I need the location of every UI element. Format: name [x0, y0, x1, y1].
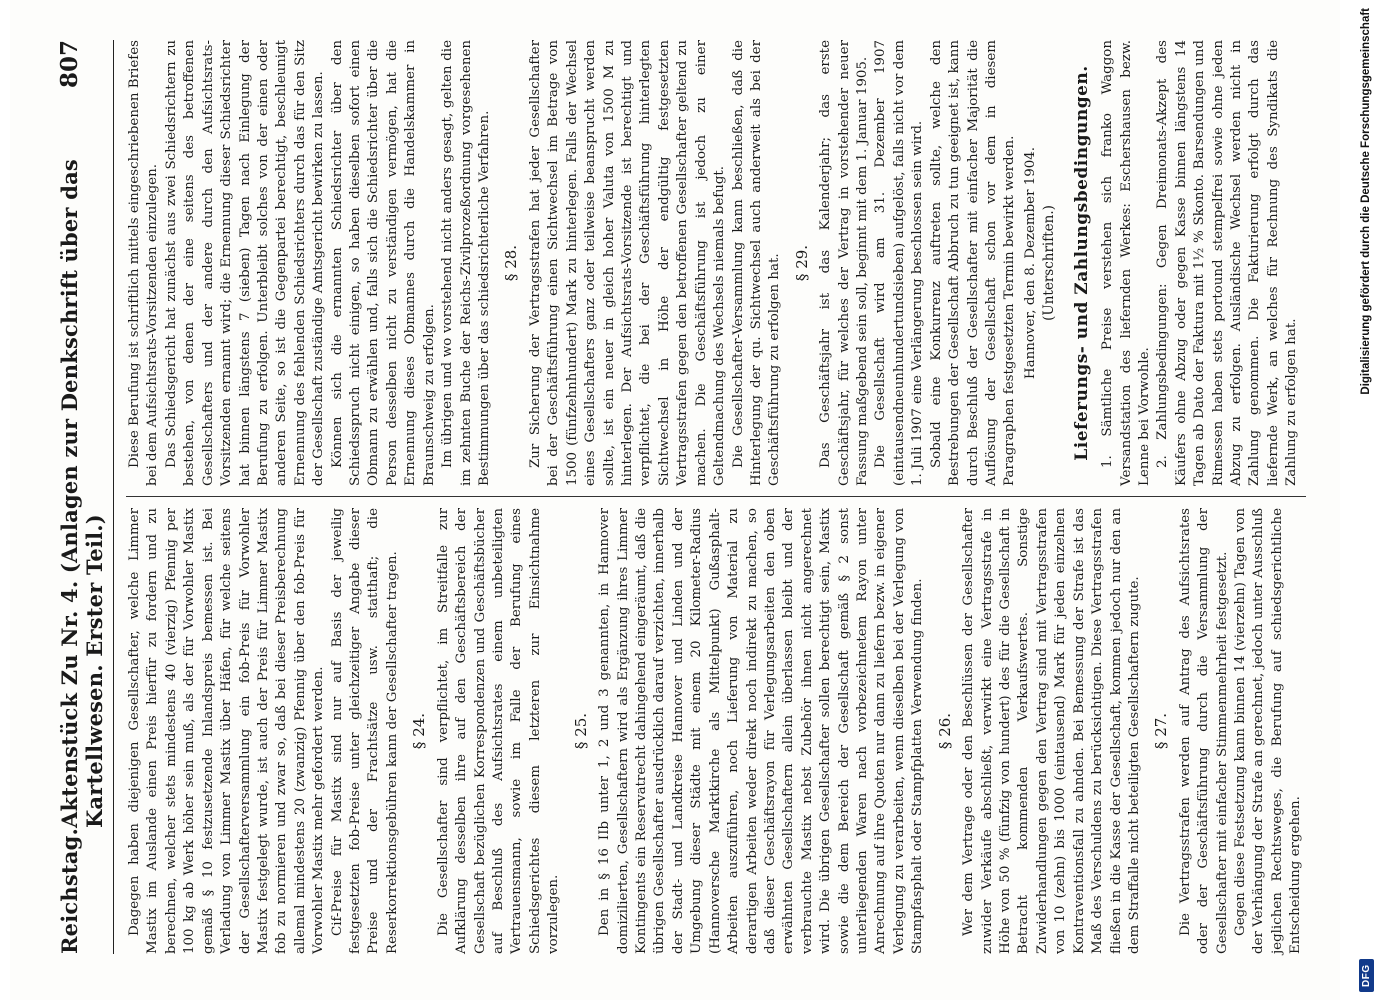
paragraph: Gegen diese Festsetzung kann binnen 14 (vierzehn) Tagen von der Verhängung der Strafe an gerechnet, jedoch unter Ausschluß jeglichen Rechtsweges, die Berufung auf schiedsgerichtliche Entscheidung ergehen. [1233, 508, 1304, 954]
section-number: § 26. [935, 712, 954, 750]
paragraph: Diese Berufung ist schriftlich mittels eingeschriebenen Briefes bei dem Aufsichtsrats-Vorsitzenden einzulegen. [127, 40, 161, 486]
paragraph: 1. Sämtliche Preise verstehen sich franko Waggon Versandstation des liefernden Werkes: Eschershausen bezw. Lenne bei Vorwohle. [1100, 40, 1152, 486]
digitization-sidebar [1355, 8, 1377, 992]
paragraph: Die Vertragsstrafen werden auf Antrag des Aufsichtsrates oder der Geschäftsführung durch die Versammlung der Gesellschafter mit einfacher Stimmenmehrheit festgesetzt. [1177, 508, 1230, 954]
left-column [126, 508, 1306, 954]
paragraph: Das Schiedsgericht hat zunächst aus zwei Schiedsrichtern zu bestehen, von denen der eine seitens des betroffenen Gesellschafters und der andere durch den Aufsichtsrats-Vorsitzenden ernannt wird; die Ernennung dieser Schiedsrichter hat binnen längstens 7 (sieben) Tagen nach Einlegung der Berufung zu erfolgen. Unterbleibt solches von der einen oder anderen Seite, so ist die Gegenpartei berechtigt, beschleunigt Ernennung des fehlenden Schiedsrichters durch das für den Sitz der Gesellschaft zuständige Amtsgericht bewirken zu lassen. [163, 40, 327, 486]
section-number: § 28. [502, 244, 521, 282]
section-heading: Lieferungs- und Zahlungsbedingungen. [1071, 65, 1092, 461]
paragraph: Die Gesellschafter sind verpflichtet, im Streitfalle zur Aufklärung desselben ihre auf den Geschäftsbereich der Gesellschaft bezüglichen Korrespondenzen und Geschäftsbücher auf Beschluß des Aufsichtsrates einem unbeteiligten Vertrauensmann, sowie im Falle der Berufung eines Schiedsgerichtes diesem letzteren zur Einsichtnahme vorzulegen. [435, 508, 562, 954]
paragraph: Das Geschäftsjahr ist das Kalenderjahr; das erste Geschäftsjahr, für welches der Vertrag in vorstehender neuer Fassung maßgebend sein soll, beginnt mit dem 1. Januar 1905. [818, 40, 871, 486]
paragraph: Cif-Preise für Mastix sind nur auf Basis der jeweilig festgesetzten fob-Preise unter gleichzeitiger Angabe dieser Preise und der Frachtsätze usw. statthaft; die Reserkorrektionsgebühren kann der Gesellschafter tragen. [329, 508, 400, 954]
paragraph: Können sich die ernannten Schiedsrichter über den Schiedsspruch nicht einigen, so haben dieselben sofort einen Obmann zu erwählen und, falls sich die Schiedsrichter über die Person desselben nicht zu verständigen vermögen, hat die Ernennung dieses Obmannes durch die Handelskammer in Braunschweig zu erfolgen. [329, 40, 437, 486]
paragraph: Dagegen haben diejenigen Gesellschafter, welche Limmer Mastix im Auslande einen Preis hierfür zu fordern und zu berechnen, welcher stets mindestens 40 (vierzig) Pfennig per 100 kg ab Werk höher sein muß, als der für Vorwohler Mastix gemäß § 10 festzusetzende Inlandspreis bemessen ist. Bei Verladung von Limmer Mastix über Häfen, für welche seitens der Gesellschafterversammlung ein fob-Preis für Vorwohler Mastix festgelegt wurde, ist auch der Preis für Limmer Mastix fob zu normieren und zwar so, daß bei dieser Preisberechnung allemal mindestens 20 (zwanzig) Pfennig über den fob-Preis für Vorwohler Mastix mehr gefordert werden. [127, 508, 327, 954]
paragraph: Sobald eine Konkurrenz auftreten sollte, welche den Bestrebungen der Gesellschaft Abbruch zu tun geeignet ist, kann durch Beschluß der Gesellschafter mit einfacher Majorität die Auflösung der Gesellschaft schon vor dem in diesem Paragraphen festgesetzten Termin bewirkt werden. [928, 40, 1018, 486]
page-number: 807 [56, 40, 83, 89]
paragraph: Die Gesellschafter-Versammlung kann beschließen, daß die Hinterlegung der qu. Sichtwechsel auch anderweit als bei der Geschäftsführung zu erfolgen hat. [730, 40, 783, 486]
document-page [10, 0, 1340, 1000]
header-left: Reichstag. [57, 828, 82, 954]
page-header [56, 40, 114, 954]
section-number: § 29. [792, 244, 811, 282]
text-columns [126, 40, 1306, 954]
paragraph: Wer dem Vertrage oder den Beschlüssen der Gesellschafter zuwider Verkäufe abschließt, verwirkt eine Vertragsstrafe in Höhe von 50 % (fünfzig von hundert) des für die Gesellschaft in Betracht kommenden Verkaufswertes. Sonstige Zuwiderhandlungen gegen den Vertrag sind mit Vertragsstrafen von 10 (zehn) bis 1000 (eintausend) Mark für jeden einzelnen Kontraventionsfall zu ahnden. Bei Bemessung der Strafe ist das Maß des Verschuldens zu berücksichtigen. Diese Vertragsstrafen fließen in die Kasse der Gesellschaft, kommen jedoch nur den an dem Straffalle nicht beteiligten Gesellschaftern zugute. [961, 508, 1142, 954]
paragraph: Den in § 16 IIb unter 1, 2 und 3 genannten, in Hannover domizilierten, Gesellschaftern wird als Ergänzung ihres Limmer Kontingents ein Reservatrecht dahingehend eingeräumt, daß die übrigen Gesellschafter ausdrücklich darauf verzichten, innerhalb der Stadt- und Landkreise Hannover und Linden und der Umgebung dieser Städte mit einem 20 Kilometer-Radius (Hannoversche Marktkirche als Mittelpunkt) Gußasphalt-Arbeiten auszuführen, noch Lieferung von Material zu derartigen Arbeiten weder direkt noch indirekt zu machen, so daß dieser Geschäftsrayon für Verlegungsarbeiten den oben erwähnten Gesellschaftern allein überlassen bleibt und der verbrauchte Mastix nebst Zubehör ihnen nicht angerechnet wird. Die übrigen Gesellschafter sollen berechtigt sein, Mastix sowie die dem Bereich der Gesellschaft gemäß § 2 sonst unterliegenden Waren nach vorbezeichnetem Rayon unter Anrechnung auf ihre Quoten nur dann zu liefern bezw. in eigener Verlegung zu verarbeiten, wenn dieselben bei der Verlegung von Stampfasphalt oder Stampfplatten Verwendung finden. [597, 508, 926, 954]
section-number: § 25. [571, 712, 590, 750]
section-number: § 27. [1152, 712, 1171, 750]
paragraph: Die Gesellschaft wird am 31. Dezember 1907 (eintausendneunhundertundsieben) aufgelöst, falls nicht vor dem 1. Juli 1907 eine Verlängerung beschlossen sein wird. [873, 40, 926, 486]
section-number: § 24. [410, 712, 429, 750]
signatures-note: (Unterschriften.) [1041, 205, 1058, 321]
header-title: Aktenstück Zu Nr. 4. (Anlagen zur Denkschrift über das Kartellwesen. Erster Teil.) [57, 159, 107, 829]
digitization-note: Digitalisierung gefördert durch die Deutsche Forschungsgemeinschaft [1360, 8, 1372, 395]
paragraph: Im übrigen und wo vorstehend nicht anders gesagt, gelten die im zehnten Buche der Reichs-Zivilprozeßordnung vorgesehenen Bestimmungen über das schiedsrichterliche Verfahren. [440, 40, 493, 486]
right-column [126, 40, 1306, 486]
paragraph: 2. Zahlungsbedingungen: Gegen Dreimonats-Akzept des Käufers ohne Abzug oder gegen Kasse binnen längstens 14 Tagen ab Dato der Faktura mit 1½ % Skonto. Barsendungen und Rimessen haben stets portound stempelfrei sowie ohne jeden Abzug zu erfolgen. Ausländische Wechsel werden nicht in Zahlung genommen. Die Fakturierung erfolgt durch das liefernde Werk, an welches für Rechnung des Syndikats die Zahlung zu erfolgen hat. [1155, 40, 1300, 486]
paragraph: Zur Sicherung der Vertragsstrafen hat jeder Gesellschafter bei der Geschäftsführung einen Sichtwechsel im Betrage von 1500 (fünfzehnhundert) Mark zu hinterlegen. Falls der Wechsel eines Gesellschafters ganz oder teilweise beansprucht werden sollte, ist ein neuer in gleich hoher Valuta von 1500 M zu hinterlegen. Der Aufsichtsrats-Vorsitzende ist berechtigt und verpflichtet, die bei der Geschäftsführung hinterlegten Sichtwechsel in Höhe der endgültig festgesetzten Vertragsstrafen gegen den betroffenen Gesellschafter geltend zu machen. Die Geschäftsführung ist jedoch zu einer Geltendmachung des Wechsels niemals befugt. [527, 40, 728, 486]
signature-date: Hannover, den 8. Dezember 1904. [1022, 146, 1038, 380]
dfg-logo: DFG [1359, 959, 1374, 992]
